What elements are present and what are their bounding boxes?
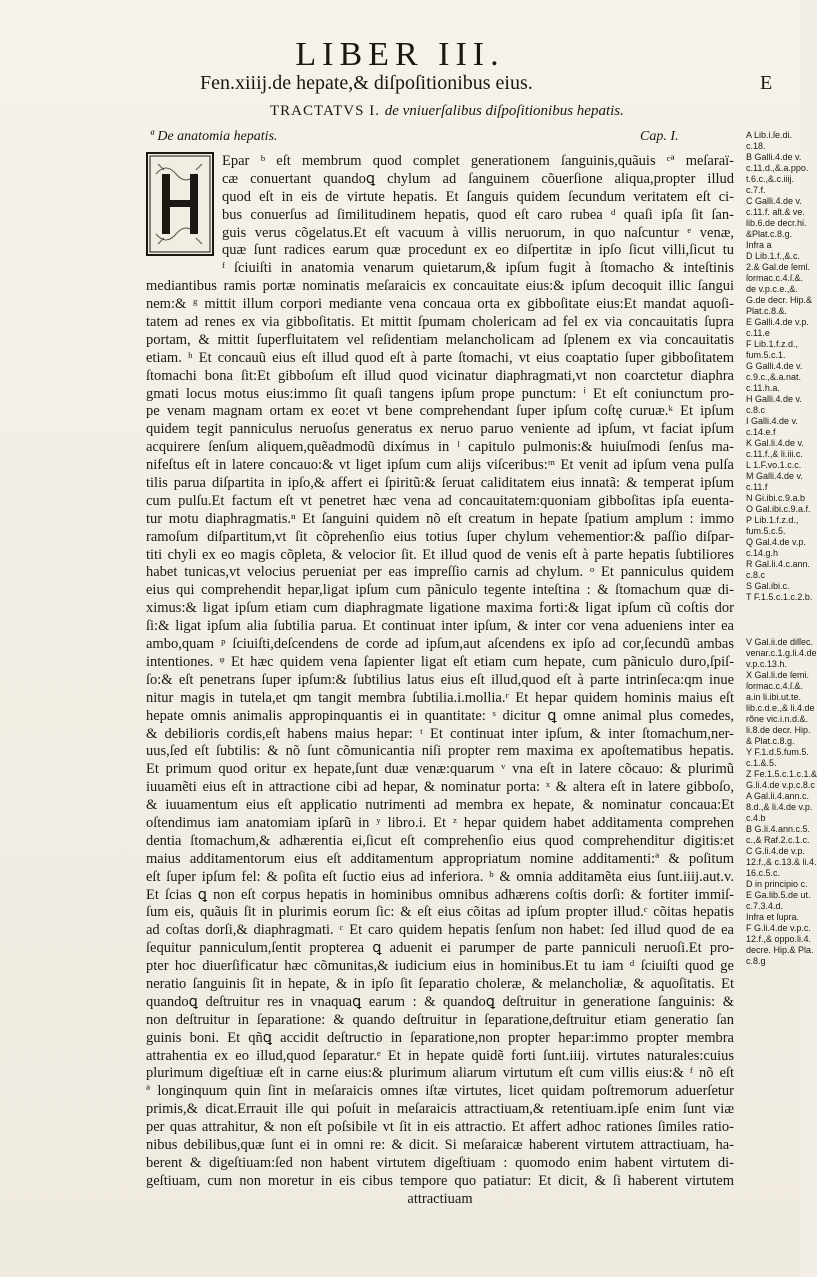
text-line: ᶠ ſciuiſti in anatomia venarum quietarum,& ipſum fugit à ſtomacho & inteſtinis	[222, 260, 734, 277]
text-line: guis verus cõgelatus.Et eſt vacuum à villis neruorum, in quo naſcuntur ᵉ venæ,	[222, 224, 734, 241]
text-line: ſi:& ligat ipſum alia ſubtilia parua. Et continuat inter ipſum, & inter cor vena adueniens inter ea	[146, 618, 734, 635]
text-line: hepate omnis animalis appropinquantis ei in quantitate: ˢ dicitur ꝗ omne animal plus comedes,	[146, 707, 734, 724]
margin-note: venar.c.1.g.li.4.de	[746, 648, 817, 658]
text-line: Et primum quod oritur ex hepate,ſunt duæ venæ:quarum ᵛ vna eſt in latere cõcauo: & plurimũ	[146, 761, 734, 778]
margin-note: F G.li.4.de v.p.c.	[746, 923, 811, 933]
text-line: ſtomachi bona ſit:Et gibboſum eſt illud quod vicinatur diaphragmati,vt non coarctetur diaphra	[146, 367, 734, 384]
text-line: Et ſcias ꝗ non eſt corpus hepatis in hominibus omnibus adhærens coſtis dorſi: & fortiter immiſ-	[146, 886, 734, 903]
margin-note: E Galli.4.de v.p.	[746, 317, 809, 327]
text-line: Epar ᵇ eſt membrum quod complet generationem ſanguinis,quãuis ᶜª meſaraï-	[222, 153, 734, 169]
text-line: bus conuerſus ad ſimilitudinem hepatis, quod eſt caro rubea ᵈ quaſi ipſa ſit ſan-	[222, 206, 734, 223]
margin-note: 12.f.,& oppo.li.4.	[746, 934, 812, 944]
margin-note: L 1.F.vo.1.c.c.	[746, 460, 802, 470]
text-line: ª longinquum quin ſint in meſaraicis omnes iſtæ virtutes, licet quidam poſtremorum aduerſetur	[146, 1083, 734, 1100]
margin-note: a.in li.ibi.ut.te.	[746, 692, 802, 702]
margin-note: rõne vic.i.n.d.&.	[746, 714, 809, 724]
margin-note: c.11.e	[746, 328, 770, 338]
margin-note: 16.c.5.c.	[746, 868, 781, 878]
text-line: neratio ſanguinis ſit in hepate, & in ipſo ſit ſeparatio choleræ, & melancholiæ, & aquoſitatis. Et	[146, 975, 734, 992]
margin-note: c.7.f.	[746, 185, 766, 195]
margin-note: T F.1.5.c.1.c.2.b.	[746, 592, 813, 602]
text-line: intentiones. ᵠ Et hæc quidem vena ſapienter ligat eſt etiam cum hepate, cum pãniculo duro,ſpiſ-	[146, 653, 734, 670]
margin-note: D Lib.1.f.,&.c.	[746, 251, 801, 261]
text-line: ximus:& ligat ipſum etiam cum diaphragmate ligatione maxima forti:& ligat ipſum cũ coſtis dor	[146, 600, 734, 617]
text-line: & debilioris cordis,eſt habens maius hepar: ᵗ Et continuat inter ipſum, & inter ſtomachum,ner-	[146, 725, 734, 742]
text-line: per quas attrahitur, & non eſt poſsibile vt ſit in eis attractio. Et affert adhoc rationes ſimiles ratio-	[146, 1119, 734, 1136]
margin-note: P Lib.1.f.z.d.,	[746, 515, 799, 525]
margin-note: V Gal.ii.de diſſec.	[746, 637, 814, 647]
margin-note: M Galli.4.de v.	[746, 471, 803, 481]
text-line: maius additamentorum eius eſt additamentum appropriatum nomine additamenti:ª & poſitum	[146, 850, 734, 867]
margin-note: N Gi.ibi.c.9.a.b	[746, 493, 806, 503]
margin-note: de v.p.c.e.,&.	[746, 284, 798, 294]
margin-note: c.11.f	[746, 482, 768, 492]
margin-note: G.li.4.de v.p.c.8.c	[746, 780, 815, 790]
margin-note: G.de decr. Hip.&	[746, 295, 813, 305]
text-line: quidem tegit panniculus neruoſus generatus ex neruo paruo veniente ad ipſum, vt faciat ipſum	[146, 421, 734, 438]
text-line: iuuamẽti eius eſt in attractione cibi ad hepar, & nominatur porta: ˣ & altera eſt in latere gibboſo,	[146, 779, 734, 796]
text-line: etiam. ʰ Et concauũ eius eſt illud quod eſt à parte ſtomachi, vt eius coaptatio ſuper gibboſitatem	[146, 349, 734, 366]
margin-note: c.8.g	[746, 956, 766, 966]
margin-note: c.14.e.f	[746, 427, 776, 437]
text-line: & iuuamentum eius eſt applicatio nutrimenti ad membra ex hepate, & nominatur concaua:Et	[146, 797, 734, 814]
chapter-subhead: Fen.xiiij.de hepate,& diſpoſitionibus eius.	[200, 72, 533, 94]
margin-note: Plat.c.8.&.	[746, 306, 788, 316]
text-line: guinis boni. Et qñꝗ accidit deſtructio in ſeparatione,non propter hepar:immo propter membra	[146, 1029, 734, 1046]
text-line: ad coſtas dorſi,& diaphragmati. ᶜ Et caro quidem hepatis ſenſum non habet: ſed illud quod de ea	[146, 922, 734, 939]
margin-note: 2.& Gal.de ſeml.	[746, 262, 811, 272]
margin-note: ſormac.c.4.ſ.&.	[746, 681, 804, 691]
text-line: primis,& dicat.Errauit ille qui poſuit in meſaraicis attractiuam,& retentiuam.ipſe enim ſunt viæ	[146, 1101, 734, 1118]
margin-note: c.11.d.,&.a.ppo.	[746, 163, 809, 173]
margin-note: v.p.c.13.h.	[746, 659, 787, 669]
margin-note: c.14.g.h	[746, 548, 779, 558]
text-line: nem:& ᵍ mittit illum corpori mediante vena concaua orta ex gibboſitate eius:Et mandat aquoſi-	[146, 296, 734, 313]
margin-note: E Ga.lib.5.de ut.	[746, 890, 811, 900]
text-line: habet tunicas,vt velocius perueniat per eas impreſſio carnis ad chylum. ᵒ Et panniculus quidem	[146, 564, 734, 581]
text-line: ſequitur panniculum,ſentit propterea ꝗ aduenit ei parumper de parte panniculi neruoſi.Et pro-	[146, 940, 734, 957]
text-line: ambo,quam ᵖ ſciuiſti,deſcendens de corde ad ipſum,aut aſcendens ex ipſo ad cor,ſecundũ ambas	[146, 636, 734, 653]
margin-note: Z Fe.1.5.c.1.c.1.&	[746, 769, 817, 779]
margin-note: Q Gal.4.de v.p.	[746, 537, 806, 547]
text-line: nibus debilibus,quæ ſunt ei in omni re: & dicit. Si meſaraicæ haberent virtutem attractiuam, ha-	[146, 1136, 734, 1153]
text-line: nitur magis in tutela,et qm tangit membra ſubtilia.i.mollia.ʳ Et hepar quidem hominis maius eſt	[146, 689, 734, 706]
text-line: plurimum digeſtiuæ eſt in carne eius:& plurimum aliarum virtutum eſt cum villis eius:& ᶠ nõ eſt	[146, 1065, 734, 1082]
margin-note: &Plat.c.8.g.	[746, 229, 793, 239]
margin-note: A Gal.li.4.ann.c.	[746, 791, 810, 801]
text-line: berent & digeſtiuam:ſed non habent virtutem digeſtiuam : quomodo enim habent virtutem di-	[146, 1154, 734, 1171]
margin-note: c.1.&.5.	[746, 758, 777, 768]
margin-note: c.9.c.,&.a.nat.	[746, 372, 802, 382]
margin-note: H Galli.4.de v.	[746, 394, 802, 404]
margin-note: K Gal.li.4.de v.	[746, 438, 804, 448]
margin-note: B Galli.4.de v.	[746, 152, 802, 162]
text-line: tur motu diaphragmatis.ⁿ Et ſanguini quidem nõ eſt creatum in hepate ſpatium amplum : immo	[146, 510, 734, 527]
text-line: cum pulſu.Et factum eſt vt penetret hæc vena ad concauitatem:quoniam gibboſitas ipſa euenta-	[146, 492, 734, 509]
text-line: eſt ſuper ipſum fel: & poſita eſt ſuctio eius ad inferiora. ᵇ & omnia additamẽta eius ſunt.iiij.aut.v.	[146, 868, 734, 885]
margin-note: c.11.f.,& li.iii.c.	[746, 449, 803, 459]
margin-note: S Gal.ibi.c.	[746, 581, 790, 591]
text-line: ſo:& eſt penetrans ſuper ipſum:& ſubtilius latus eius eſt illud,quod eſt à parte intrinſeca:qm inue	[146, 671, 734, 688]
margin-note: 8.d.,& li.4.de v.p.	[746, 802, 813, 812]
text-line: quæ ſunt radices earum quæ procedunt ex eo diſpertitæ in ipſo ſicut villi,ſicut tu	[222, 242, 734, 259]
tractatus-title: de vniuerſalibus diſpoſitionibus hepatis.	[384, 103, 624, 119]
text-line: titi chyli ex eo magis cõpleta, & velocior ſit. Et illud quod de venis eſt à parte hepatis ſubtiliores	[146, 546, 734, 563]
text-line: acquirere ſenſum aliquem,quẽadmodũ dixímus in ˡ capitulo pulmonis:& huiuſmodi ſenſus ma-	[146, 439, 734, 456]
text-line: geſtiuam, cum non moretur in eis cibus tempore quo patiatur: Et dicit, & ſi haberent virtutem	[146, 1172, 734, 1189]
text-line: cæ conuertant quandoꝗ chylum ad ſanguinem cõuerſione aliqua,propter illud	[222, 170, 734, 187]
text-line: attrahentia ex eo illud,quod ſeparatur.ᵉ Et in hepate quidẽ forti ſunt.iiij. virtutes naturales:cuius	[146, 1047, 734, 1064]
margin-note: F Lib.1.f.z.d.,	[746, 339, 799, 349]
chapter-number: Cap. I.	[640, 129, 679, 144]
margin-note: decre. Hip.& Pla.	[746, 945, 814, 955]
margin-note: C G.li.4.de v.p.	[746, 846, 805, 856]
marginal-notes	[746, 130, 817, 967]
margin-note: & Plat.c.8.g.	[746, 736, 795, 746]
text-line: nifeſtus eſt in latere concauo:& vt liget ipſum cum alijs viſceribus:ᵐ Et venit ad ipſum vena pulſa	[146, 457, 734, 474]
margin-note: C Galli.4.de v.	[746, 196, 802, 206]
text-line: oſtendimus iam anatomiam ipſarũ in ʸ libro.i. Et ᶻ hepar quidem habet additamenta comprehen	[146, 814, 734, 831]
margin-note: Infra a	[746, 240, 772, 250]
margin-note: li.8.de decr. Hip.	[746, 725, 811, 735]
margin-note: ſormac.c.4.ſ.&.	[746, 273, 804, 283]
margin-note: lib.c.d.e.,& li.4.de	[746, 703, 815, 713]
main-text	[146, 153, 734, 1209]
text-line: eius qui comprehendit hepar,ligat ipſum cum pãniculo tegente inteſtina : & ſtomachum quæ di-	[146, 582, 734, 599]
running-head: LIBER III.	[295, 36, 505, 73]
margin-note: R Gal.li.4.c.ann.	[746, 559, 811, 569]
tractatus-heading	[270, 103, 624, 120]
margin-note: 12.f.,& c.13.& li.4.	[746, 857, 817, 867]
signature-mark: E	[760, 72, 773, 94]
margin-note: c.7.3.4.d.	[746, 901, 784, 911]
margin-note: t.6.c.,&.c.iiij.	[746, 174, 795, 184]
text-line: ramoſum diſpartitum,vt ſit cõprehenſio eius totius ſuper chylum vehementior:& paſſio diſpar-	[146, 528, 734, 545]
margin-note: X Gal.li.de ſemi.	[746, 670, 810, 680]
text-line: non deſtruitur in ſeparatione: & quando deſtruitur in ſeparatione,deſtruitur etiam generatio ſan	[146, 1011, 734, 1028]
margin-note: G Galli.4.de v.	[746, 361, 803, 371]
margin-note: B G.li.4.ann.c.5.	[746, 824, 811, 834]
margin-note: fum.5.c.5.	[746, 526, 786, 536]
margin-note: I Galli.4.de v.	[746, 416, 798, 426]
margin-note: c.18.	[746, 141, 766, 151]
margin-note: c.8.c	[746, 570, 766, 580]
margin-note: c.8.c	[746, 405, 766, 415]
text-line: tilis parua diſpartita in ipſo,& affert ei ſpiritũ:& ſeruat caliditatem eius innatã: & temperat ipſum	[146, 475, 734, 492]
margin-note: c.11.f. aſt.& ve.	[746, 207, 805, 217]
text-line: quod eſt in eis de virtute hepatis. Et ſanguis quidem ſecundum veritatem eſt ci-	[222, 188, 734, 205]
margin-note: A Lib.i.ſe.di.	[746, 130, 793, 140]
margin-note: lib.6.de decr.hi.	[746, 218, 807, 228]
section-title: ª De anatomia hepatis.	[150, 129, 278, 144]
text-line: gmati locus motus eius:immo ſit quaſi tangens ipſum prope punctum: ⁱ Et eſt coniunctum pro-	[146, 385, 734, 402]
tractatus-label: TRACTATVS I.	[270, 103, 380, 119]
margin-note: c.,& Raf.2.c.1.c.	[746, 835, 810, 845]
margin-note: D in principio c.	[746, 879, 808, 889]
text-line: pter hoc diuerſificatur hæc cõmunitas,& iudicium eius in hominibus.Et tu iam ᵈ ſciuiſti quod ge	[146, 958, 734, 975]
catchword: attractiuam	[407, 1190, 473, 1207]
text-line: portam, & mittit ſuperfluitatem vel reſidentiam melancholicam ad ſplenem ex via concauitatis	[146, 331, 734, 348]
margin-note: Infra et ſupra.	[746, 912, 800, 922]
text-line: uus,ſed eſt ſubtilis: & nõ ſunt cõmunicantia niſi propter rem maxima ex apoſtematibus hepatis.	[146, 743, 734, 760]
text-line: mediantibus ramis portæ nominatis meſaraicis ex concauitate eius:& ipſum decoquit illic ſangui	[146, 278, 734, 295]
text-line: pe venam magnam ortam ex eo:et vt bene comprehendant ſuper ipſum coſtę curuæ.ᵏ Et ipſum	[146, 403, 734, 420]
text-line: ſum eis, quãuis ſit in plurimis eorum ſic: & eſt eius cõitas ad ipſum propter illud.ᶜ cõitas hepatis	[146, 904, 734, 921]
margin-note: c.11.h.a.	[746, 383, 780, 393]
margin-note: Y F.1.d.5.fum.5.	[746, 747, 809, 757]
margin-note: O Gal.ibi.c.9.a.f.	[746, 504, 811, 514]
text-line: dentia ſtomachum,& adhærentia ei,ſicut eſt comprehenſio eius quod comprehenditur digitis:et	[146, 832, 734, 849]
margin-note: fum.5.c.1.	[746, 350, 786, 360]
margin-note: c.4.b	[746, 813, 766, 823]
text-line: tatem ad renes ex via gibboſitatis. Et mittit ſpumam cholericam ad fel ex via concauitatis ſupra	[146, 314, 734, 331]
text-line: quandoꝗ deſtruitur res in vnaquaꝗ earum : & quandoꝗ deſtruitur in generatione ſanguinis: &	[146, 993, 734, 1010]
